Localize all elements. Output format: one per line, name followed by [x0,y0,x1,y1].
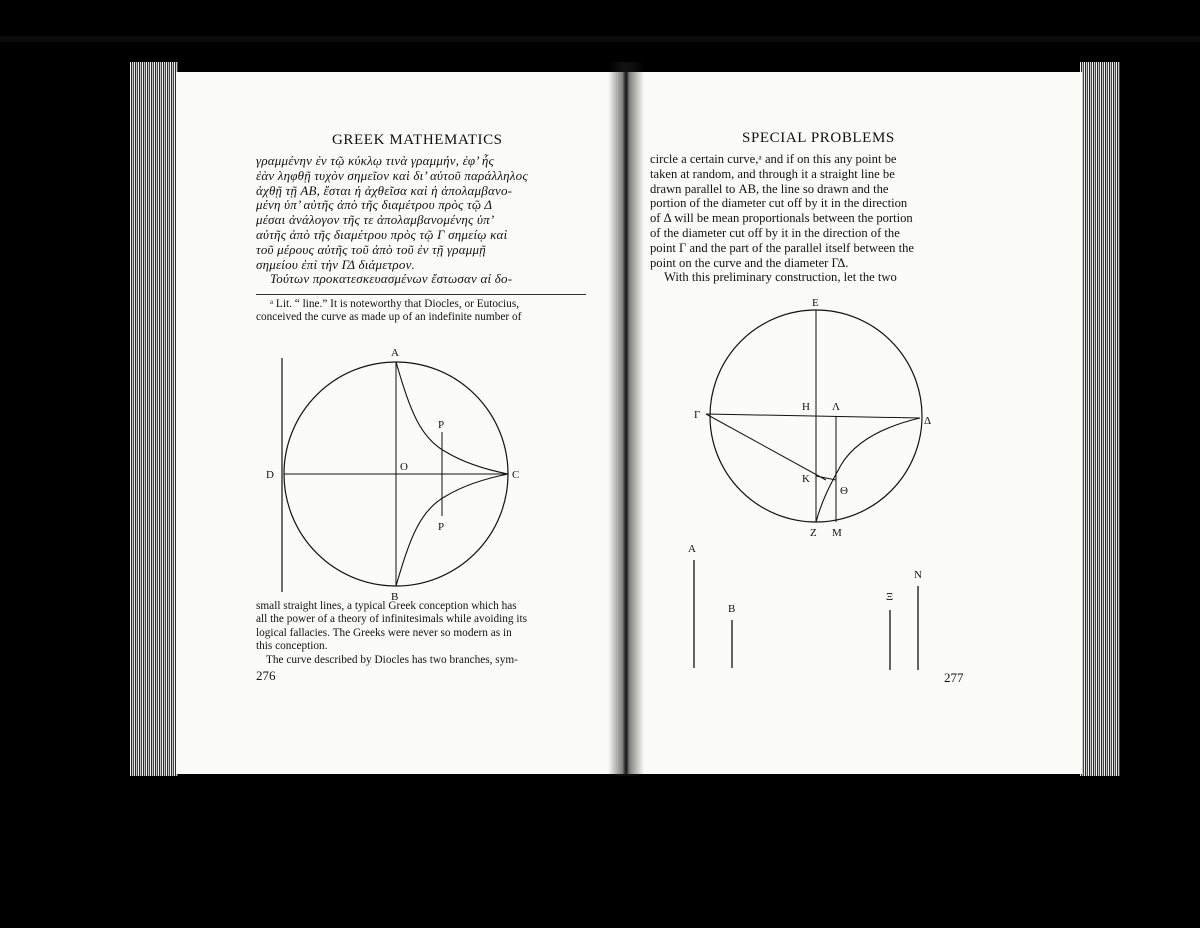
label-z: Z [810,527,817,539]
label-p-upper: P [438,419,445,431]
body-line-indented: With this preliminary construction, let the two [664,270,897,285]
label-xi: Ξ [886,591,894,603]
body-line: drawn parallel to ΑΒ, the line so drawn and the [650,181,889,196]
body-line: of the diameter cut off by it in the direction of the [650,225,900,240]
left-footnote [256,298,588,325]
greek-line: ἀχθῇ τῇ ΑΒ, ἔσται ἡ ἀχθεῖσα καὶ ἡ ἀπολαμβανο- [256,182,513,198]
left-page [176,72,626,774]
body-line: point on the curve and the diameter ΓΔ. [650,255,849,270]
right-page [626,72,1082,774]
label-theta: Θ [840,485,848,497]
footnote-line: logical fallacies. The Greeks were never so modern as in [256,626,512,639]
footnote-line: this conception. [256,640,328,653]
label-gamma: Γ [694,409,701,421]
label-delta: Δ [924,415,932,427]
given-lines-figure [686,540,1006,690]
left-page-number: 276 [256,668,276,683]
label-c: C [512,469,520,481]
book-gutter [608,62,644,776]
left-greek-text [256,154,586,287]
label-a: A [688,543,696,555]
label-o: O [400,461,408,473]
body-line: of Δ will be mean proportionals between the portion [650,211,913,226]
greek-line: μένη ὑπ’ αὐτῆς ἀπὸ τῆς διαμέτρου πρὸς τῷ Δ [256,197,493,213]
body-line: portion of the diameter cut off by it in the direction [650,196,908,211]
footnote-rule [256,294,586,295]
cissoid-curve [816,418,920,522]
cissoid-upper-branch [396,362,508,474]
page-edges-left [130,62,178,776]
diocles-cissoid-figure [266,340,570,603]
greek-line: γραμμένην ἐν τῷ κύκλῳ τινὰ γραμμήν, ἐφ’ ἧς [256,153,494,168]
left-footnote-continued [256,600,588,667]
right-page-number: 277 [944,670,964,685]
body-line: point Γ and the part of the parallel itself between the [650,240,914,255]
greek-line: τοῦ μέρους αὐτῆς τοῦ ἀπὸ τοῦ ἐν τῇ γραμμῇ [256,241,486,257]
diameter-gamma-delta [706,414,920,418]
label-n: N [914,569,922,581]
left-running-head: GREEK MATHEMATICS [332,132,503,148]
greek-line-indented: Τούτων προκατεσκευασμένων ἔστωσαν αἱ δο- [270,271,513,287]
footnote-line: The curve described by Diocles has two branches, sym- [266,653,518,666]
greek-line: αὐτῆς ἀπὸ τῆς διαμέτρου πρὸς τῷ Γ σημείῳ καὶ [256,226,508,242]
footnote-line: conceived the curve as made up of an indefinite number of [256,311,522,324]
label-p-lower: P [438,521,445,533]
label-m: M [832,527,842,539]
greek-line: μέσαι ἀνάλογον τῆς τε ἀπολαμβανομένης ὑπ’ [256,212,495,228]
label-d: D [266,469,274,481]
cissoid-lower-branch [396,474,508,586]
body-line: taken at random, and through it a straight line be [650,166,895,181]
body-line: circle a certain curve,ᵃ and if on this any point be [650,152,897,166]
footnote-line: ᵃ Lit. “ line.” It is noteworthy that Diocles, or Eutocius, [270,298,520,310]
greek-line: σημείου ἐπὶ τὴν ΓΔ διάμετρον. [256,256,415,272]
right-body-text [650,152,982,285]
footnote-line: all the power of a theory of infinitesimals while avoiding its [256,613,528,626]
greek-line: ἐὰν ληφθῇ τυχὸν σημεῖον καὶ δι’ αὐτοῦ παράλληλος [256,167,528,183]
scan-artifact-bar [0,36,1200,42]
right-running-head: SPECIAL PROBLEMS [742,130,895,146]
label-h: H [802,401,810,413]
construction-figure [686,297,946,550]
label-b: B [728,603,736,615]
label-e: E [812,297,819,309]
line-gamma-k [706,414,826,480]
label-k: K [802,473,810,485]
label-lambda: Λ [832,401,840,413]
open-book [130,62,1120,776]
label-b: B [391,591,399,603]
footnote-line: small straight lines, a typical Greek conception which has [256,600,517,612]
page-edges-right [1080,62,1120,776]
label-a: A [391,347,399,359]
